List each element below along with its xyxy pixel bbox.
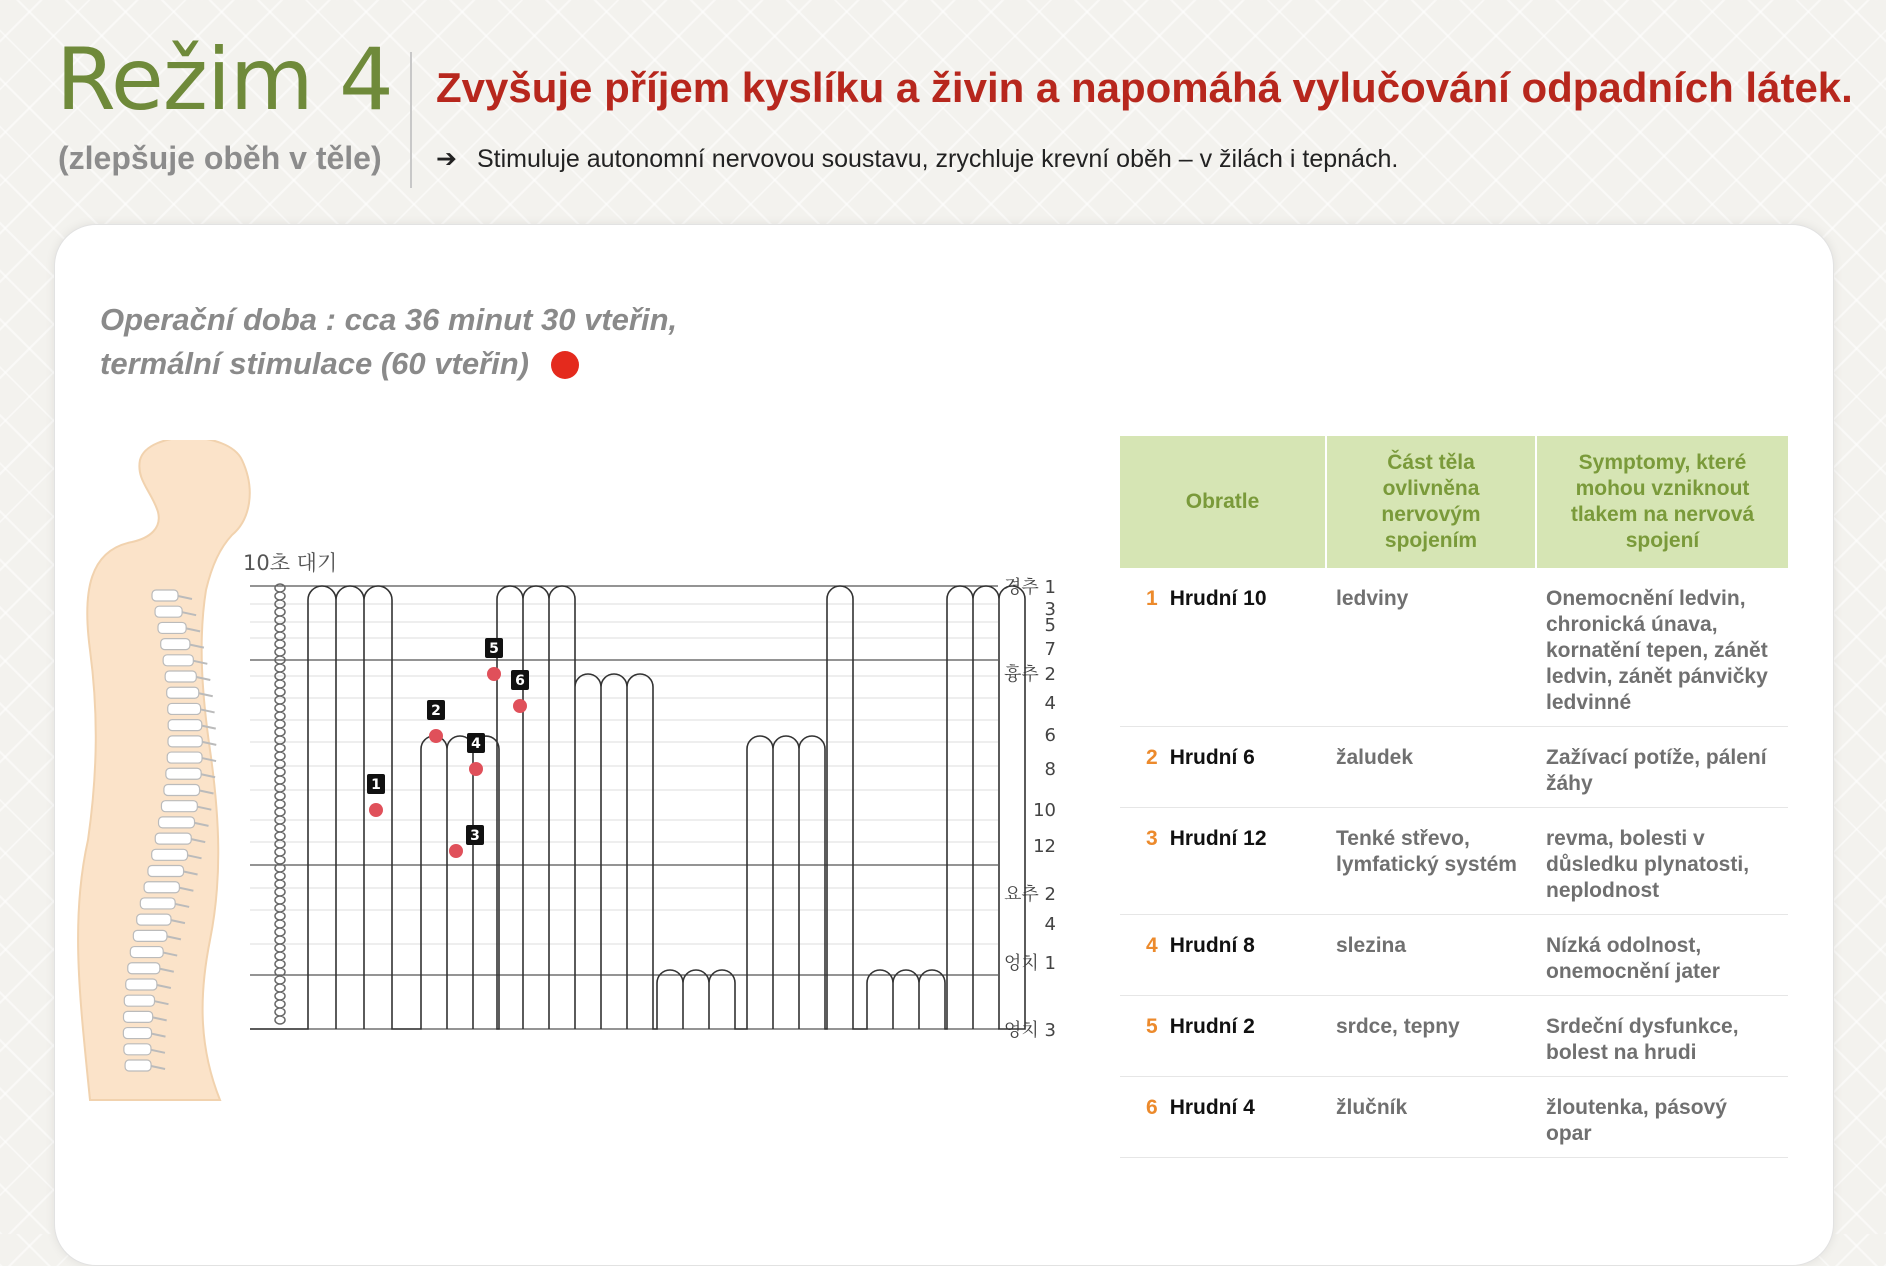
level-label: 10	[1033, 800, 1056, 821]
row-symptoms: Srdeční dysfunkce, bolest na hrudi	[1536, 996, 1788, 1077]
table-row	[1120, 568, 1788, 727]
row-number: 6	[1146, 1096, 1158, 1119]
arrow-right-icon: ➔	[436, 145, 457, 173]
table-row	[1120, 996, 1788, 1077]
vertebra	[144, 882, 179, 893]
header-part: Část těla ovlivněna nervovým spojením	[1326, 436, 1536, 568]
level-label: 4	[1044, 914, 1056, 935]
vertebra-table	[1120, 436, 1788, 1158]
vertebra	[163, 655, 193, 666]
table-row	[1120, 808, 1788, 915]
row-part: srdce, tepny	[1326, 996, 1536, 1077]
row-symptoms: revma, bolesti v důsledku plynatosti, neplodnost	[1536, 808, 1788, 915]
vertebra	[158, 622, 186, 633]
row-number: 1	[1146, 587, 1158, 610]
vertebra	[166, 768, 201, 779]
level-label: 엉치 3	[1004, 1020, 1056, 1041]
spine-stimulation-diagram	[70, 440, 1070, 1120]
vertebra	[168, 703, 201, 714]
body-silhouette	[78, 440, 250, 1100]
vertebra	[124, 995, 154, 1006]
vertebra	[152, 590, 178, 601]
vertebra	[125, 1060, 151, 1071]
row-number: 2	[1146, 746, 1158, 769]
level-label: 6	[1044, 725, 1056, 746]
point-marker	[511, 670, 529, 713]
marker-number: 5	[489, 641, 499, 657]
level-label: 엉치 1	[1004, 953, 1056, 974]
vertebra	[167, 687, 199, 698]
vertebra	[164, 784, 200, 795]
marker-number: 2	[431, 703, 441, 719]
vertebra	[161, 639, 190, 650]
row-symptoms: žloutenka, pásový opar	[1536, 1077, 1788, 1158]
row-part: ledviny	[1326, 568, 1536, 727]
vertebra	[133, 930, 167, 941]
level-label: 8	[1044, 759, 1056, 780]
wait-label: 10초 대기	[243, 551, 338, 575]
row-part: žaludek	[1326, 727, 1536, 808]
point-marker	[367, 774, 385, 817]
row-number: 4	[1146, 934, 1158, 957]
description	[436, 144, 1398, 174]
header-symptoms: Symptomy, které mohou vzniknout tlakem na nervová spojení	[1536, 436, 1788, 568]
vertebra	[155, 833, 191, 844]
row-vertebra: Hrudní 6	[1169, 746, 1255, 769]
vertebra	[152, 849, 188, 860]
level-label: 5	[1044, 615, 1056, 636]
vertebra	[161, 801, 197, 812]
row-symptoms: Zažívací potíže, pálení žáhy	[1536, 727, 1788, 808]
row-number: 5	[1146, 1015, 1158, 1038]
vertebra	[148, 866, 184, 877]
table-row	[1120, 727, 1788, 808]
vertebra	[137, 914, 171, 925]
row-vertebra: Hrudní 12	[1169, 827, 1267, 850]
vertebra	[165, 671, 196, 682]
operation-time	[100, 298, 677, 386]
vertebra	[123, 1028, 151, 1039]
vertebra	[159, 817, 195, 828]
level-labels	[1004, 577, 1056, 1041]
thermal-dot-icon	[551, 351, 579, 379]
mode-title: Režim 4	[56, 30, 393, 130]
headline: Zvyšuje příjem kyslíku a živin a napomáhá vylučování odpadních látek.	[436, 64, 1853, 111]
vertebra	[130, 947, 163, 958]
level-label: 4	[1044, 693, 1056, 714]
operation-line-1: Operační doba : cca 36 minut 30 vteřin,	[100, 302, 678, 337]
stimulation-path	[250, 586, 1025, 1029]
vertebra	[168, 736, 202, 747]
description-text: Stimuluje autonomní nervovou soustavu, zrychluje krevní oběh – v žilách i tepnách.	[476, 145, 1399, 173]
vertebra	[167, 752, 202, 763]
level-label: 요추 2	[1004, 884, 1056, 905]
level-label: 3	[1044, 599, 1056, 620]
vertebra	[155, 606, 182, 617]
marker-number: 6	[515, 673, 525, 689]
table-row	[1120, 915, 1788, 996]
vertebra	[123, 1011, 152, 1022]
row-vertebra: Hrudní 2	[1169, 1015, 1255, 1038]
point-marker	[427, 700, 445, 743]
vertebra	[128, 963, 160, 974]
level-label: 12	[1033, 836, 1056, 857]
row-symptoms: Nízká odolnost, onemocnění jater	[1536, 915, 1788, 996]
marker-number: 1	[371, 777, 381, 793]
row-vertebra: Hrudní 4	[1169, 1096, 1255, 1119]
row-vertebra: Hrudní 10	[1169, 587, 1267, 610]
level-label: 흉추 2	[1004, 664, 1056, 685]
marker-number: 3	[470, 828, 480, 844]
wait-chain	[275, 584, 285, 1024]
operation-line-2	[100, 342, 677, 386]
row-number: 3	[1146, 827, 1158, 850]
row-part: Tenké střevo, lymfatický systém	[1326, 808, 1536, 915]
point-marker	[467, 733, 485, 776]
level-label: 7	[1044, 639, 1056, 660]
table-row	[1120, 1077, 1788, 1158]
vertebra	[126, 979, 157, 990]
vertebra	[168, 720, 202, 731]
marker-number: 4	[471, 736, 481, 752]
level-lines	[250, 586, 998, 1029]
vertebra	[140, 898, 175, 909]
operation-line-2-text: termální stimulace (60 vteřin)	[100, 346, 529, 381]
header-vertebra: Obratle	[1120, 436, 1326, 568]
mode-subtitle: (zlepšuje oběh v těle)	[58, 140, 382, 176]
row-part: slezina	[1326, 915, 1536, 996]
level-label: 경추 1	[1004, 577, 1056, 598]
vertebra	[124, 1044, 151, 1055]
row-vertebra: Hrudní 8	[1169, 934, 1255, 957]
header-divider	[410, 52, 412, 188]
row-symptoms: Onemocnění ledvin, chronická únava, kornatění tepen, zánět ledvin, zánět pánvičky ledvinné	[1536, 568, 1788, 727]
row-part: žlučník	[1326, 1077, 1536, 1158]
